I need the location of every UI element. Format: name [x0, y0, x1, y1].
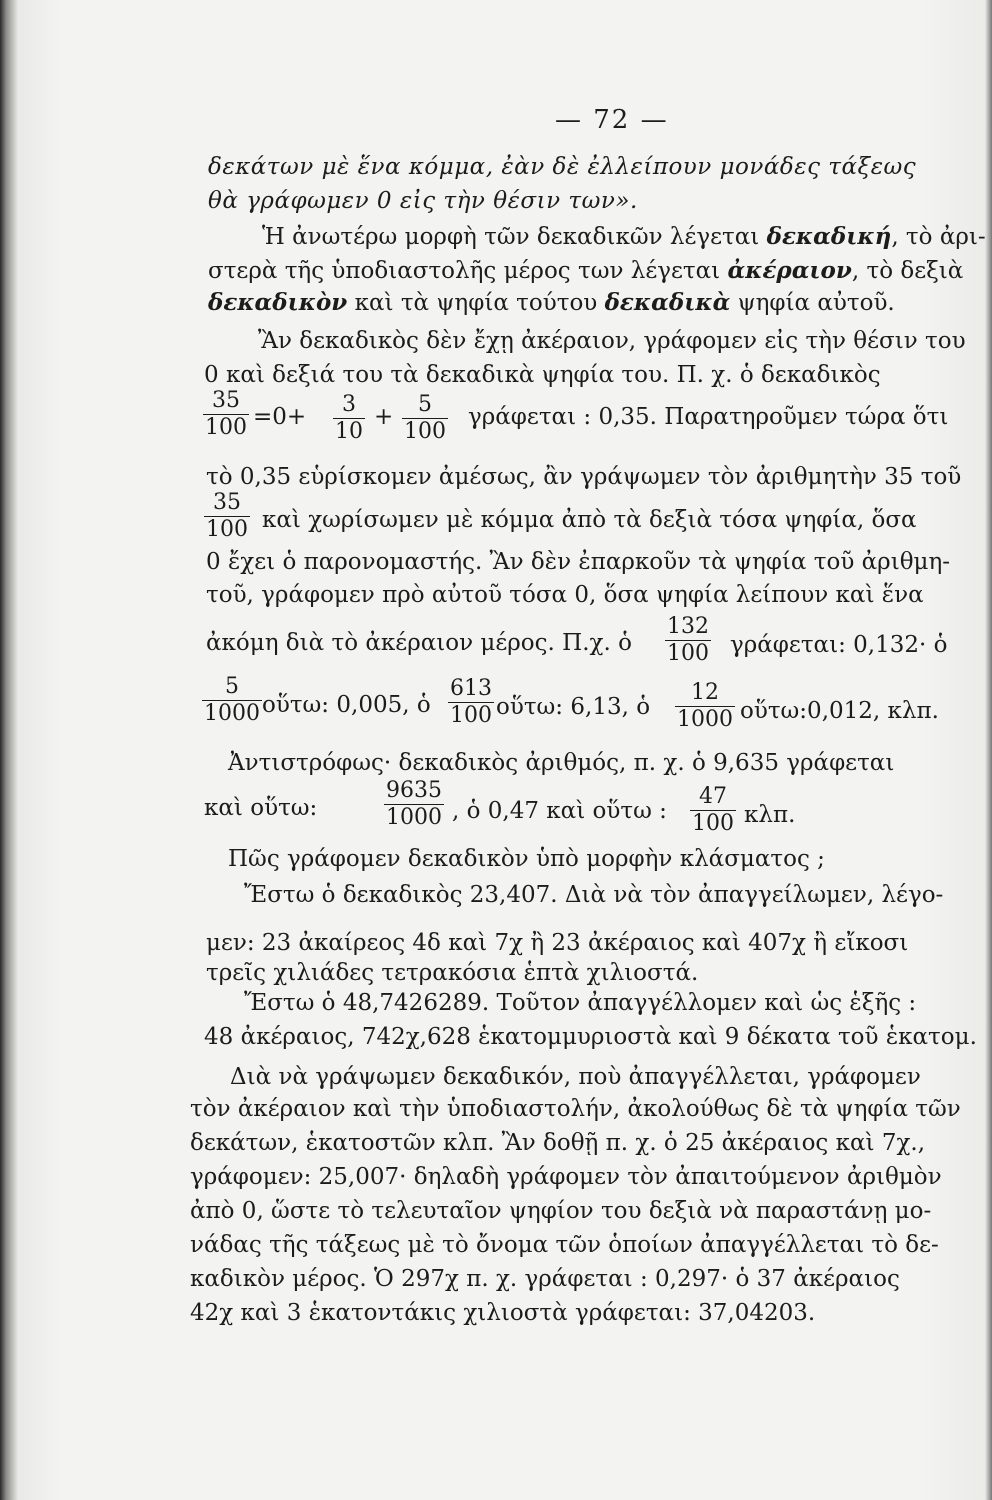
fraction — [675, 680, 735, 733]
text-line — [208, 288, 895, 318]
text-span: καὶ τὰ ψηφία τούτου — [347, 290, 605, 316]
text-span: , τὸ δεξιὰ — [851, 258, 964, 284]
fraction-numerator: 5 — [418, 392, 432, 417]
fraction-numerator: 3 — [342, 392, 356, 417]
fraction-denominator: 1000 — [677, 707, 733, 732]
fraction-denominator: 1000 — [386, 805, 442, 830]
text-line: καὶ χωρίσωμεν μὲ κόμμα ἀπὸ τὰ δεξιὰ τόσα ψηφία, ὅσα — [262, 507, 917, 533]
text-span: , τὸ ἀρι- — [891, 224, 986, 250]
fraction — [203, 388, 249, 441]
text-span: στερὰ τῆς ὑποδιαστολῆς μέρος των λέγεται — [208, 258, 728, 284]
page-number: — 72 — — [555, 105, 669, 135]
fraction-numerator: 5 — [225, 674, 239, 699]
text-span: Ἡ ἀνωτέρω μορφὴ τῶν δεκαδικῶν λέγεται — [262, 224, 767, 250]
text-line: ἀπὸ 0, ὥστε τὸ τελευταῖον ψηφίον του δεξιὰ νὰ παραστάνῃ μο- — [190, 1198, 932, 1224]
text-line: καδικὸν μέρος. Ὁ 297χ π. χ. γράφεται : 0,297· ὁ 37 ἀκέραιος — [190, 1266, 900, 1292]
fraction-denominator: 100 — [692, 811, 734, 836]
term-decimal-form: δεκαδική — [766, 223, 892, 250]
fraction — [402, 392, 448, 445]
fraction-denominator: 100 — [404, 419, 446, 444]
fraction-denominator: 1000 — [204, 701, 260, 726]
fraction-denominator: 100 — [667, 641, 709, 666]
fraction-denominator: 10 — [335, 419, 363, 444]
fraction — [665, 614, 711, 667]
text-line: γράφομεν: 25,007· δηλαδὴ γράφομεν τὸν ἀπαιτούμενον ἀριθμὸν — [190, 1164, 942, 1190]
text-line — [262, 222, 986, 252]
fraction-numerator: 47 — [699, 784, 727, 809]
text-line: τὸ 0,35 εὑρίσκομεν ἀμέσως, ἂν γράψωμεν τὸν ἀριθμητὴν 35 τοῦ — [206, 464, 962, 490]
text-line: γράφεται : 0,35. Παρατηροῦμεν τώρα ὅτι — [468, 404, 949, 430]
fraction-numerator: 613 — [450, 676, 492, 701]
text-span: ψηφία αὐτοῦ. — [730, 290, 895, 316]
fraction-denominator: 100 — [206, 517, 248, 542]
text-line: κλπ. — [744, 802, 796, 828]
equation-symbol: + — [374, 404, 394, 430]
text-line — [208, 256, 963, 286]
text-line: μεν: 23 ἀκαίρεος 4δ καὶ 7χ ἢ 23 ἀκέραιος καὶ 407χ ἢ εἴκοσι — [206, 930, 909, 956]
text-line: ἀκόμη διὰ τὸ ἀκέραιον μέρος. Π.χ. ὁ — [206, 630, 632, 656]
text-line: γράφεται: 0,132· ὁ — [730, 632, 948, 658]
text-line: οὕτω:0,012, κλπ. — [740, 698, 939, 724]
text-line: νάδας τῆς τάξεως μὲ τὸ ὄνομα τῶν ὁποίων ἀπαγγέλλεται τὸ δε- — [190, 1232, 939, 1258]
text-line: τρεῖς χιλιάδες τετρακόσια ἑπτὰ χιλιοστά. — [206, 960, 699, 986]
text-line: Ἀντιστρόφως· δεκαδικὸς ἀριθμός, π. χ. ὁ 9,635 γράφεται — [228, 750, 895, 776]
text-line: Ἔστω ὁ 48,7426289. Τοῦτον ἀπαγγέλλομεν καὶ ὡς ἑξῆς : — [244, 990, 917, 1016]
text-line: 0 καὶ δεξιά του τὰ δεκαδικὰ ψηφία του. Π. χ. ὁ δεκαδικὸς — [204, 362, 881, 388]
text-line: οὕτω: 6,13, ὁ — [496, 694, 651, 720]
text-line: 48 ἀκέραιος, 742χ,628 ἑκατομμυριοστὰ καὶ 9 δέκατα τοῦ ἑκατομ. — [204, 1024, 977, 1050]
text-line: 0 ἔχει ὁ παρονομαστής. Ἂν δὲν ἐπαρκοῦν τὰ ψηφία τοῦ ἀριθμη- — [206, 549, 951, 575]
fraction — [690, 784, 736, 837]
fraction — [448, 676, 494, 729]
fraction-denominator: 100 — [205, 415, 247, 440]
equation-symbol: =0+ — [253, 404, 307, 430]
fraction-numerator: 132 — [667, 614, 709, 639]
text-line: τὸν ἀκέραιον καὶ τὴν ὑποδιαστολήν, ἀκολούθως δὲ τὰ ψηφία τῶν — [190, 1096, 961, 1122]
text-line: 42χ καὶ 3 ἑκατοντάκις χιλιοστὰ γράφεται: 37,04203. — [190, 1300, 816, 1326]
term-decimal-digits: δεκαδικὰ — [604, 289, 731, 316]
term-decimal: δεκαδικὸν — [208, 289, 348, 316]
fraction-denominator: 100 — [450, 703, 492, 728]
text-line: Πῶς γράφομεν δεκαδικὸν ὑπὸ μορφὴν κλάσματος ; — [228, 846, 825, 872]
fraction-numerator: 35 — [213, 490, 241, 515]
text-line: καὶ οὕτω: — [204, 795, 318, 821]
text-line: θὰ γράφωμεν 0 εἰς τὴν θέσιν των». — [208, 188, 638, 214]
fraction — [202, 674, 262, 727]
fraction-numerator: 12 — [691, 680, 719, 705]
text-line: δεκάτων μὲ ἕνα κόμμα, ἐὰν δὲ ἐλλείπουν μονάδες τάξεως — [208, 154, 917, 180]
text-line: οὕτω: 0,005, ὁ — [262, 692, 431, 718]
fraction — [204, 490, 250, 543]
text-line: , ὁ 0,47 καὶ οὕτω : — [452, 798, 667, 824]
fraction-numerator: 9635 — [386, 778, 442, 803]
fraction-numerator: 35 — [212, 388, 240, 413]
text-line: Ἂν δεκαδικὸς δὲν ἔχῃ ἀκέραιον, γράφομεν εἰς τὴν θέσιν του — [258, 328, 966, 354]
fraction — [333, 392, 365, 445]
text-line: τοῦ, γράφομεν πρὸ αὐτοῦ τόσα 0, ὅσα ψηφία λείπουν καὶ ἕνα — [206, 582, 924, 608]
text-line: δεκάτων, ἑκατοστῶν κλπ. Ἂν δοθῇ π. χ. ὁ 25 ἀκέραιος καὶ 7χ., — [190, 1130, 926, 1156]
term-integer: ἀκέραιον — [727, 257, 852, 284]
text-line: Διὰ νὰ γράψωμεν δεκαδικόν, ποὺ ἀπαγγέλλεται, γράφομεν — [230, 1064, 921, 1090]
fraction — [384, 778, 444, 831]
text-line: Ἔστω ὁ δεκαδικὸς 23,407. Διὰ νὰ τὸν ἀπαγγείλωμεν, λέγο- — [244, 882, 944, 908]
